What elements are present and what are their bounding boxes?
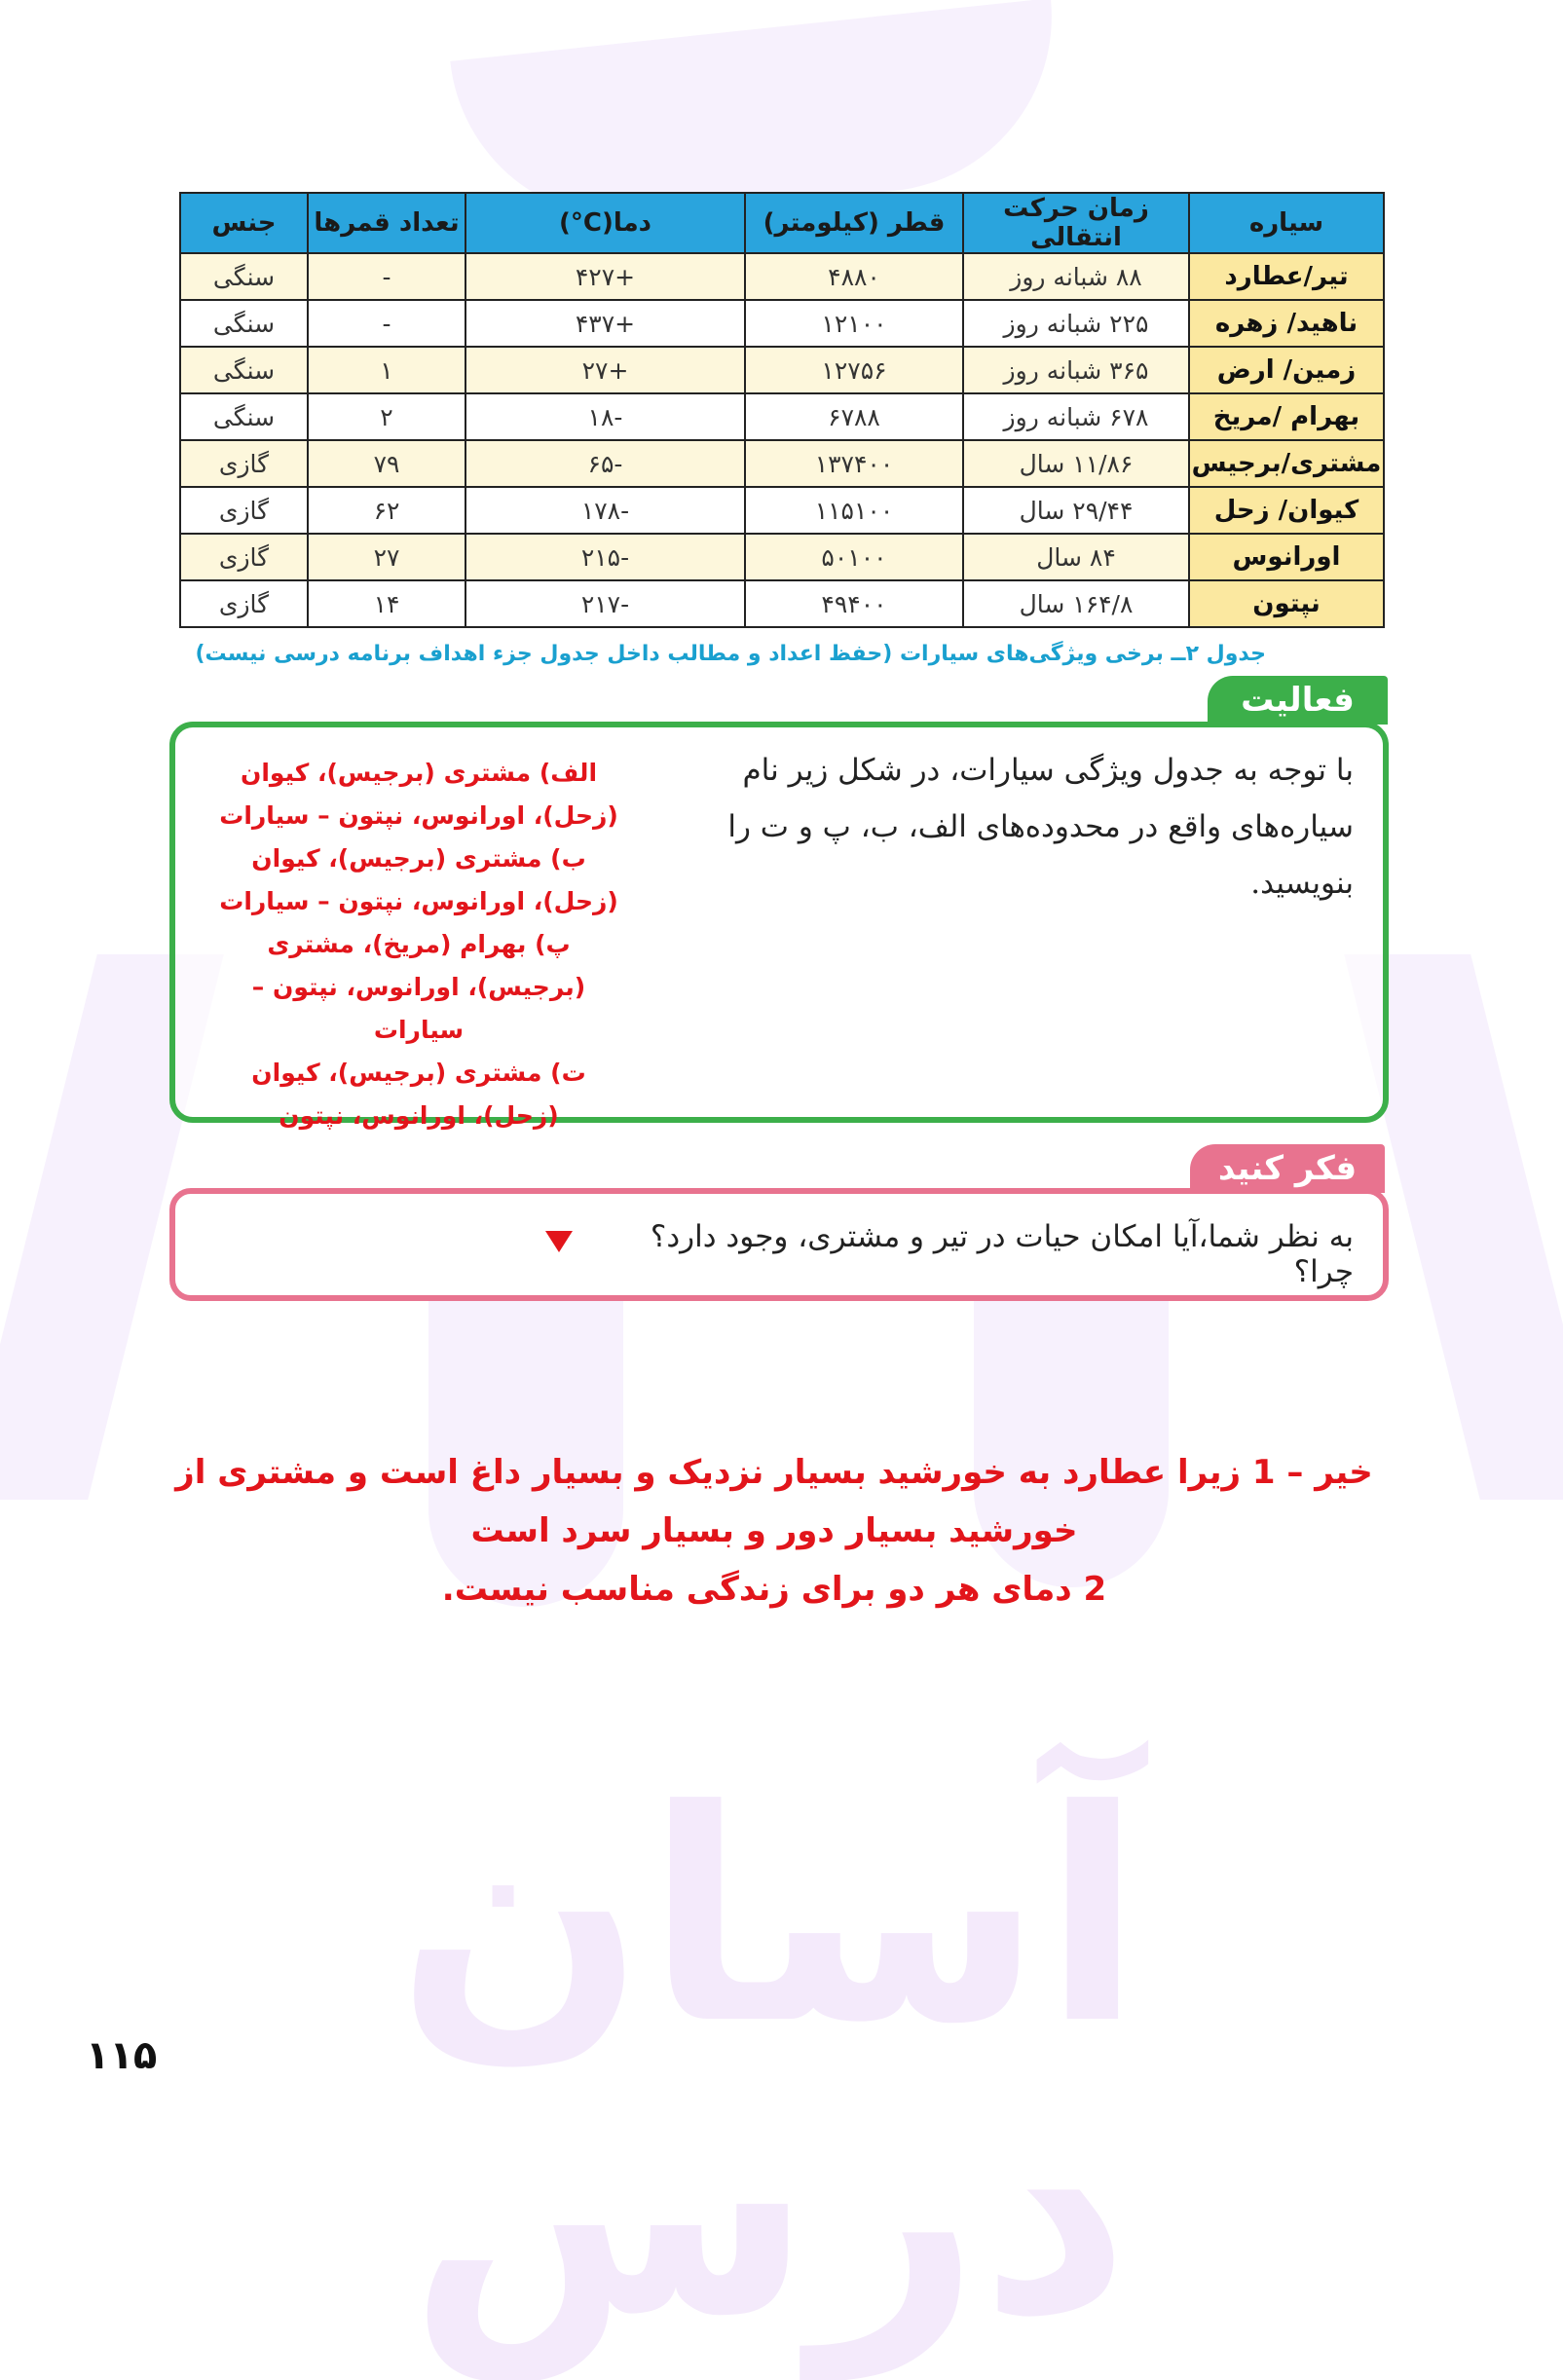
table-row [180, 534, 1384, 580]
header-moons: تعداد قمرها [308, 193, 465, 253]
answer-line-2: 2 دمای هر دو برای زندگی مناسب نیست. [441, 1570, 1107, 1609]
planet-type: سنگی [180, 300, 308, 347]
table-row [180, 487, 1384, 534]
answer-te: ت) مشتری (برجیس)، کیوان (زحل)، اورانوس، نپتون [251, 1059, 586, 1130]
planet-type: گازی [180, 534, 308, 580]
answer-line-1: خیر – 1 زیرا عطارد به خورشید بسیار نزدیک و بسیار داغ است و مشتری از خورشید بسیار دور و بسیار سرد است [175, 1453, 1373, 1550]
moon-count: ۱ [308, 347, 465, 393]
orbital-period: ۶۷۸ شبانه روز [963, 393, 1189, 440]
header-temperature: دما(C°) [465, 193, 745, 253]
diameter: ۵۰۱۰۰ [745, 534, 963, 580]
orbital-period: ۱۶۴/۸ سال [963, 580, 1189, 627]
moon-count: ۷۹ [308, 440, 465, 487]
think-title: فکر کنید [1190, 1144, 1385, 1193]
answer-alef: الف) مشتری (برجیس)، کیوان (زحل)، اورانوس، نپتون – سیارات [219, 759, 618, 830]
temperature: +۴۲۷ [465, 253, 745, 300]
diameter: ۶۷۸۸ [745, 393, 963, 440]
page-number: ۱۱۵ [86, 2033, 158, 2078]
header-diameter: قطر (کیلومتر) [745, 193, 963, 253]
planet-name: بهرام /مریخ [1189, 393, 1384, 440]
orbital-period: ۸۸ شبانه روز [963, 253, 1189, 300]
moon-count: - [308, 300, 465, 347]
temperature: -۱۸ [465, 393, 745, 440]
planet-name: کیوان/ زحل [1189, 487, 1384, 534]
moon-count: - [308, 253, 465, 300]
temperature: +۴۳۷ [465, 300, 745, 347]
planet-name: تیر/عطارد [1189, 253, 1384, 300]
orbital-period: ۲۲۵ شبانه روز [963, 300, 1189, 347]
diameter: ۱۱۵۱۰۰ [745, 487, 963, 534]
header-type: جنس [180, 193, 308, 253]
final-answer [156, 1443, 1393, 1618]
think-question: به نظر شما،آیا امکان حیات در تیر و مشتری، وجود دارد؟ چرا؟ [650, 1219, 1354, 1289]
planet-name: نپتون [1189, 580, 1384, 627]
temperature: -۲۱۷ [465, 580, 745, 627]
answer-be: ب) مشتری (برجیس)، کیوان (زحل)، اورانوس، نپتون – سیارات [219, 844, 618, 915]
temperature: -۲۱۵ [465, 534, 745, 580]
planet-type: گازی [180, 580, 308, 627]
header-planet: سیاره [1189, 193, 1384, 253]
triangle-marker-icon [545, 1231, 573, 1252]
planet-type: سنگی [180, 253, 308, 300]
activity-question: با توجه به جدول ویژگی سیارات، در شکل زیر نام سیاره‌های واقع در محدوده‌های الف، ب، پ و ت را بنویسید. [727, 753, 1354, 901]
moon-count: ۲ [308, 393, 465, 440]
table-row [180, 393, 1384, 440]
diameter: ۱۲۱۰۰ [745, 300, 963, 347]
planet-name: اورانوس [1189, 534, 1384, 580]
table-header-row [180, 193, 1384, 253]
orbital-period: ۲۹/۴۴ سال [963, 487, 1189, 534]
temperature: -۱۷۸ [465, 487, 745, 534]
orbital-period: ۱۱/۸۶ سال [963, 440, 1189, 487]
planet-name: زمین/ ارض [1189, 347, 1384, 393]
table-row [180, 440, 1384, 487]
planet-type: گازی [180, 440, 308, 487]
activity-title: فعالیت [1208, 676, 1388, 725]
diameter: ۱۲۷۵۶ [745, 347, 963, 393]
planet-type: گازی [180, 487, 308, 534]
diameter: ۴۸۸۰ [745, 253, 963, 300]
temperature: +۲۷ [465, 347, 745, 393]
answer-pe: پ) بهرام (مریخ)، مشتری (برجیس)، اورانوس، نپتون – سیارات [251, 930, 586, 1044]
temperature: -۶۵ [465, 440, 745, 487]
moon-count: ۲۷ [308, 534, 465, 580]
table-row [180, 580, 1384, 627]
activity-answer [214, 752, 623, 1137]
table-row [180, 347, 1384, 393]
table-row [180, 300, 1384, 347]
planet-name: ناهید/ زهره [1189, 300, 1384, 347]
moon-count: ۱۴ [308, 580, 465, 627]
planets-table [179, 192, 1385, 628]
orbital-period: ۸۴ سال [963, 534, 1189, 580]
planet-name: مشتری/برجیس [1189, 440, 1384, 487]
moon-count: ۶۲ [308, 487, 465, 534]
table-row [180, 253, 1384, 300]
header-period: زمان حرکت انتقالی [963, 193, 1189, 253]
table-caption: جدول ۲ــ برخی ویژگی‌های سیارات (حفظ اعداد و مطالب داخل جدول جزء اهداف برنامه درسی نیست) [195, 642, 1266, 666]
orbital-period: ۳۶۵ شبانه روز [963, 347, 1189, 393]
planet-type: سنگی [180, 393, 308, 440]
diameter: ۴۹۴۰۰ [745, 580, 963, 627]
watermark-text: آسان درس [395, 1748, 1143, 2380]
diameter: ۱۳۷۴۰۰ [745, 440, 963, 487]
planet-type: سنگی [180, 347, 308, 393]
